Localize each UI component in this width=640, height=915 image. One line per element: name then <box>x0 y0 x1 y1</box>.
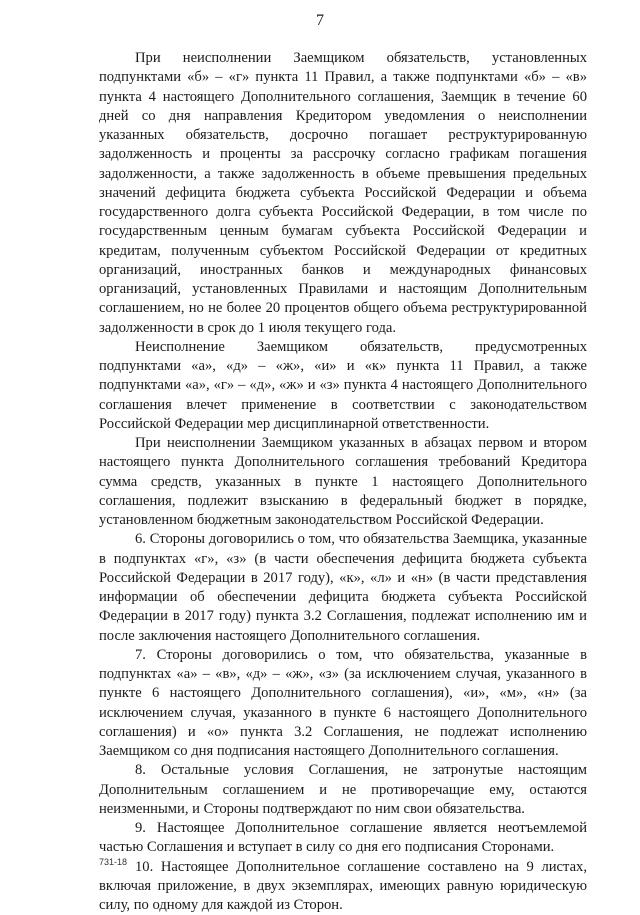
paragraph-clause-8: 8. Остальные условия Соглашения, не затронутые настоящим Дополнительным соглашением и не противоречащие ему, остаются неизменными, и Стороны подтверждают по ним свои обязательства. <box>99 761 587 819</box>
paragraph-disciplinary-liability: Неисполнение Заемщиком обязательств, предусмотренных подпунктами «а», «д» – «ж», «и» и «к» пункта 11 Правил, а также подпунктами «а», «г» – «д», «ж» и «з» пункта 4 настоящего Дополнительного соглашения влечет применение в соответствии с законодательством Российской Федерации мер дисциплинарной ответственности. <box>99 338 587 434</box>
paragraph-clause-9: 9. Настоящее Дополнительное соглашение является неотъемлемой частью Соглашения и вступает в силу со дня его подписания Сторонами. <box>99 819 587 858</box>
document-code: 731-18 <box>99 857 127 867</box>
paragraph-clause-6: 6. Стороны договорились о том, что обязательства Заемщика, указанные в подпунктах «г», «з» (в части обеспечения дефицита бюджета субъекта Российской Федерации в 2017 году), «к», «л» и «н» (в части представления информации об обеспечении дефицита бюджета субъекта Российской Федерации в 2017 году) пункта 3.2 Соглашения, подлежат исполнению им и после заключения настоящего Дополнительного соглашения. <box>99 530 587 646</box>
paragraph-nonfulfillment-obligations: При неисполнении Заемщиком обязательств, установленных подпунктами «б» – «г» пункта 11 Правил, а также подпунктами «б» – «в» пункта 4 настоящего Дополнительного соглашения, Заемщик в течение 60 дней со дня направления Кредитором уведомления о неисполнении указанных обязательств, досрочно погашает реструктурированную задолженность и проценты за рассрочку согласно графикам погашения задолженности, а также задолженность в объеме превышения предельных значений дефицита бюджета субъекта Российской Федерации и объема государственного долга субъекта Российской Федерации, в том числе по государственным ценным бумагам субъекта Российской Федерации и кредитам, полученным субъектом Российской Федерации от кредитных организаций, иностранных банков и международных финансовых организаций, установленных Правилами и настоящим Дополнительным соглашением, но не более 20 процентов общего объема реструктурированной задолженности в срок до 1 июля текущего года. <box>99 49 587 338</box>
paragraph-recovery-to-federal-budget: При неисполнении Заемщиком указанных в абзацах первом и втором настоящего пункта Дополнительного соглашения требований Кредитора сумма средств, указанных в пункте 1 настоящего Дополнительного соглашения, подлежит взысканию в федеральный бюджет в порядке, установленном бюджетным законодательством Российской Федерации. <box>99 434 587 530</box>
paragraph-clause-10: 10. Настоящее Дополнительное соглашение составлено на 9 листах, включая приложение, в двух экземплярах, имеющих равную юридическую силу, по одному для каждой из Сторон. <box>99 858 587 915</box>
paragraph-clause-7: 7. Стороны договорились о том, что обязательства, указанные в подпунктах «а» – «в», «д» – «ж», «з» (за исключением случая, указанного в пункте 6 настоящего Дополнительного соглашения), «и», «м», «н» (за исключением случая, указанного в пункте 6 настоящего Дополнительного соглашения) и «о» пункта 3.2 Соглашения, не подлежат исполнению Заемщиком со дня подписания настоящего Дополнительного соглашения. <box>99 646 587 762</box>
document-body <box>99 49 587 915</box>
page-number: 7 <box>0 12 640 30</box>
